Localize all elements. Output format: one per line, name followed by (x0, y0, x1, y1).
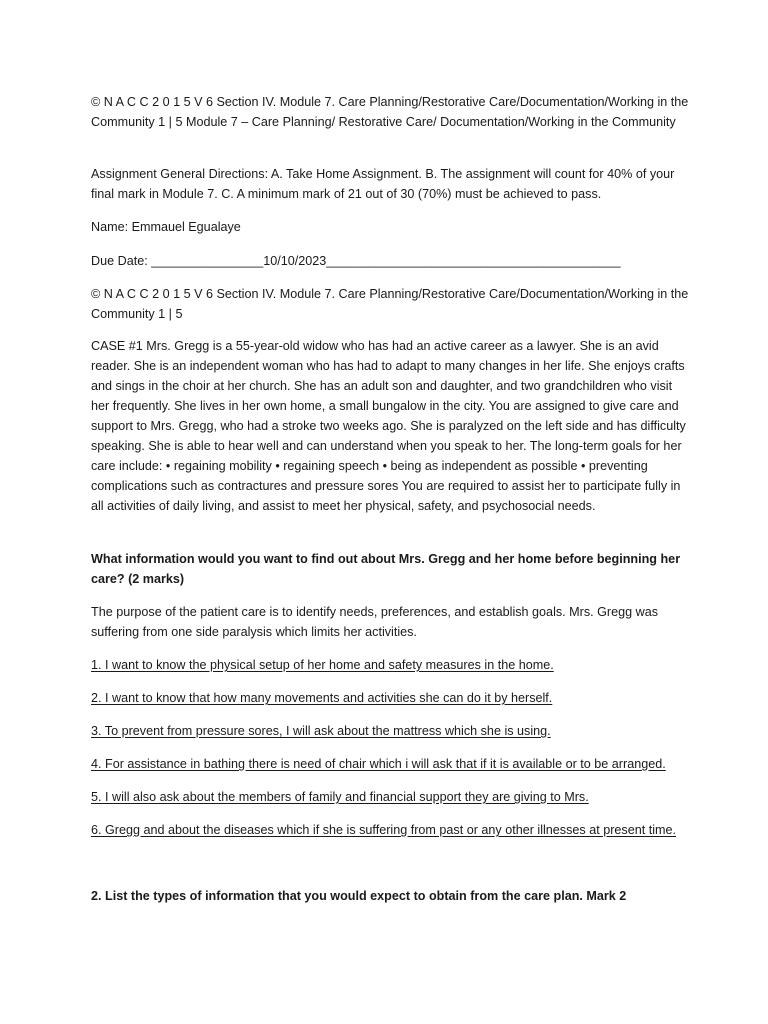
student-name: Name: Emmauel Egualaye (91, 220, 241, 234)
assignment-directions: Assignment General Directions: A. Take Home Assignment. B. The assignment will count for 40% of your final mark in Module 7. C. A minimum mark of 21 out of 30 (70%) must be achieved to pass. (91, 167, 675, 201)
answer-item-3: 3. To prevent from pressure sores, I will ask about the mattress which she is using. (91, 724, 551, 738)
question-1: What information would you want to find out about Mrs. Gregg and her home before beginning her care? (2 marks) (91, 552, 681, 586)
header-copyright: © N A C C 2 0 1 5 V 6 Section IV. Module 7. Care Planning/Restorative Care/Documentation/Working in the Community 1 | 5 Module 7 – Care Planning/ Restorative Care/ Documentation/Working in the Community (91, 95, 689, 129)
answer-item-5: 5. I will also ask about the members of family and financial support they are giving to Mrs. (91, 790, 589, 804)
second-copyright: © N A C C 2 0 1 5 V 6 Section IV. Module 7. Care Planning/Restorative Care/Documentation/Working in the Community 1 | 5 (91, 287, 689, 321)
due-date: Due Date: ________________10/10/2023__________________________________________ (91, 254, 621, 268)
answer-intro: The purpose of the patient care is to identify needs, preferences, and establish goals. Mrs. Gregg was suffering from one side paralysis which limits her activities. (91, 605, 659, 639)
question-2: 2. List the types of information that you would expect to obtain from the care plan. Mark 2 (91, 889, 627, 903)
answer-item-1: 1. I want to know the physical setup of her home and safety measures in the home. (91, 658, 554, 672)
case-description: CASE #1 Mrs. Gregg is a 55-year-old widow who has had an active career as a lawyer. She is an avid reader. She is an independent woman who has had to adapt to many changes in her life. She enjoys crafts and sings in the choir at her church. She has an adult son and daughter, and two grandchildren who visit her frequently. She lives in her own home, a small bungalow in the city. You are assigned to give care and support to Mrs. Gregg, who had a stroke two weeks ago. She is paralyzed on the left side and has difficulty speaking. She is able to hear well and can understand when you speak to her. The long-term goals for her care include: • regaining mobility • regaining speech • being as independent as possible • preventing complications such as contractures and pressure sores You are required to assist her to participate fully in all activities of daily living, and assist to meet her physical, safety, and psychosocial needs. (91, 339, 686, 513)
answer-item-6: 6. Gregg and about the diseases which if she is suffering from past or any other illnesses at present time. (91, 823, 676, 837)
answer-item-2: 2. I want to know that how many movements and activities she can do it by herself. (91, 691, 553, 705)
answer-item-4: 4. For assistance in bathing there is need of chair which i will ask that if it is available or to be arranged. (91, 757, 666, 771)
